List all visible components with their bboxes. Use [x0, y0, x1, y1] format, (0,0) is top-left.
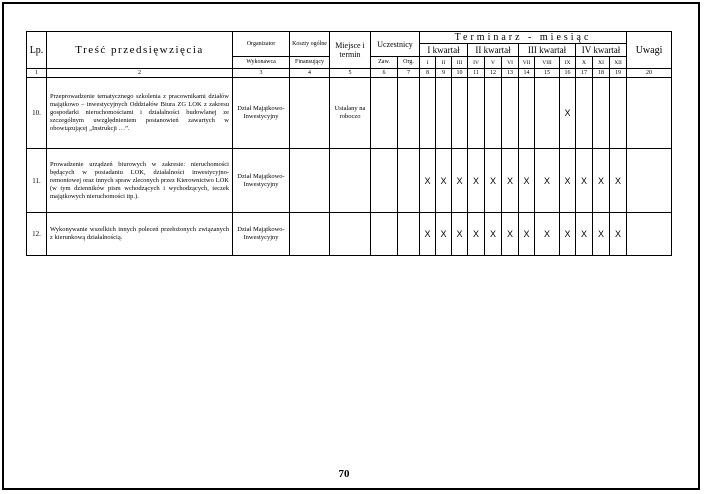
column-number: 18 [593, 69, 610, 78]
header-month: VI [502, 57, 519, 69]
row-description: Prowadzenie urządzeń biurowych w zakresie: nieruchomości będących w posiadaniu LOK, działalności inwestycyjno-remontowej oraz innych spraw zleconych przez Kierownictwo LOK (w tym dzienników pism wchodzących i wychodzących, teczek majątkowych nieruchomości itp.). [47, 149, 233, 213]
header-wykonawca: Wykonawca [233, 57, 290, 69]
row-organizer: Dział Majątkowo-Inwestycyjny [233, 213, 290, 256]
column-number: 7 [398, 69, 420, 78]
column-number: 13 [502, 69, 519, 78]
month-mark [452, 78, 468, 149]
column-number: 11 [468, 69, 485, 78]
column-number: 15 [535, 69, 560, 78]
header-month: V [485, 57, 502, 69]
row-costs [290, 149, 330, 213]
header-month: VIII [535, 57, 560, 69]
column-number: 1 [27, 69, 47, 78]
plan-table [26, 31, 672, 256]
header-month: IX [560, 57, 576, 69]
header-zaw: Zaw. [371, 57, 398, 69]
header-lp: Lp. [27, 32, 47, 69]
month-mark: X [420, 213, 436, 256]
row-participants-zaw [371, 213, 398, 256]
month-mark: X [519, 213, 535, 256]
row-organizer: Dział Majątkowo-Inwestycyjny [233, 78, 290, 149]
row-participants-org [398, 213, 420, 256]
month-mark: X [560, 149, 576, 213]
column-number: 2 [47, 69, 233, 78]
month-mark: X [452, 213, 468, 256]
month-mark: X [485, 149, 502, 213]
month-mark: X [535, 213, 560, 256]
column-number: 19 [610, 69, 627, 78]
month-mark: X [593, 149, 610, 213]
row-number: 10. [27, 78, 47, 149]
header-month: II [436, 57, 452, 69]
header-terminarz: Terminarz - miesiąc [420, 32, 627, 44]
column-number: 3 [233, 69, 290, 78]
row-notes [627, 78, 672, 149]
row-costs [290, 213, 330, 256]
row-number: 12. [27, 213, 47, 256]
month-mark [420, 78, 436, 149]
header-month: III [452, 57, 468, 69]
page-number: 70 [338, 468, 350, 480]
header-quarter-2: II kwartał [468, 44, 519, 57]
month-mark [610, 78, 627, 149]
month-mark: X [468, 149, 485, 213]
month-mark [519, 78, 535, 149]
month-mark [576, 78, 593, 149]
month-mark: X [610, 213, 627, 256]
row-notes [627, 149, 672, 213]
header-organizator: Organizator [233, 32, 290, 57]
month-mark: X [535, 149, 560, 213]
month-mark: X [519, 149, 535, 213]
month-mark: X [436, 213, 452, 256]
header-tresc: Treść przedsięwzięcia [47, 32, 233, 69]
month-mark: X [468, 213, 485, 256]
row-place [330, 213, 371, 256]
column-number: 5 [330, 69, 371, 78]
month-mark [436, 78, 452, 149]
row-description: Przeprowadzenie tematycznego szkolenia z pracownikami działów majątkowo – inwestycyjnych Oddziałów Biura ZG LOK z zakresu gospodarki nieruchomościami i działalności budowlanej ze szczególnym uwzględnieniem postanowień zawartych w obowiązującej „Instrukcji …”. [47, 78, 233, 149]
header-org: Org. [398, 57, 420, 69]
header-koszty: Koszty ogólne [290, 32, 330, 57]
month-mark: X [452, 149, 468, 213]
month-mark [485, 78, 502, 149]
row-number: 11. [27, 149, 47, 213]
column-number: 9 [436, 69, 452, 78]
table-row [27, 78, 672, 149]
month-mark [535, 78, 560, 149]
month-mark: X [576, 149, 593, 213]
header-uwagi: Uwagi [627, 32, 672, 69]
row-participants-org [398, 78, 420, 149]
month-mark: X [560, 213, 576, 256]
column-number: 17 [576, 69, 593, 78]
column-number: 4 [290, 69, 330, 78]
header-month: XII [610, 57, 627, 69]
month-mark: X [436, 149, 452, 213]
header-miejsce: Miejsce i termin [330, 32, 371, 69]
table-row [27, 213, 672, 256]
row-place: Ustalany na roboczo [330, 78, 371, 149]
header-month: IV [468, 57, 485, 69]
header-quarter-3: III kwartał [519, 44, 576, 57]
header-month: XI [593, 57, 610, 69]
month-mark [502, 78, 519, 149]
month-mark: X [560, 78, 576, 149]
row-description: Wykonywanie wszelkich innych poleceń przełożonych związanych z kierunkową działalnością. [47, 213, 233, 256]
row-notes [627, 213, 672, 256]
header-month: VII [519, 57, 535, 69]
row-participants-zaw [371, 149, 398, 213]
month-mark: X [576, 213, 593, 256]
month-mark: X [420, 149, 436, 213]
header-uczestnicy: Uczestnicy [371, 32, 420, 57]
header-quarter-4: IV kwartał [576, 44, 627, 57]
month-mark: X [485, 213, 502, 256]
column-number: 6 [371, 69, 398, 78]
header-month: X [576, 57, 593, 69]
row-organizer: Dział Majątkowo-Inwestycyjny [233, 149, 290, 213]
month-mark: X [593, 213, 610, 256]
month-mark [593, 78, 610, 149]
header-finansujacy: Finansujący [290, 57, 330, 69]
month-mark [468, 78, 485, 149]
column-number: 8 [420, 69, 436, 78]
column-number: 14 [519, 69, 535, 78]
column-number-row [27, 69, 672, 78]
column-number: 12 [485, 69, 502, 78]
header-quarter-1: I kwartał [420, 44, 468, 57]
month-mark: X [610, 149, 627, 213]
row-costs [290, 78, 330, 149]
month-mark: X [502, 149, 519, 213]
row-place [330, 149, 371, 213]
header-month: I [420, 57, 436, 69]
column-number: 10 [452, 69, 468, 78]
table-row [27, 149, 672, 213]
row-participants-zaw [371, 78, 398, 149]
month-mark: X [502, 213, 519, 256]
row-participants-org [398, 149, 420, 213]
column-number: 20 [627, 69, 672, 78]
column-number: 16 [560, 69, 576, 78]
